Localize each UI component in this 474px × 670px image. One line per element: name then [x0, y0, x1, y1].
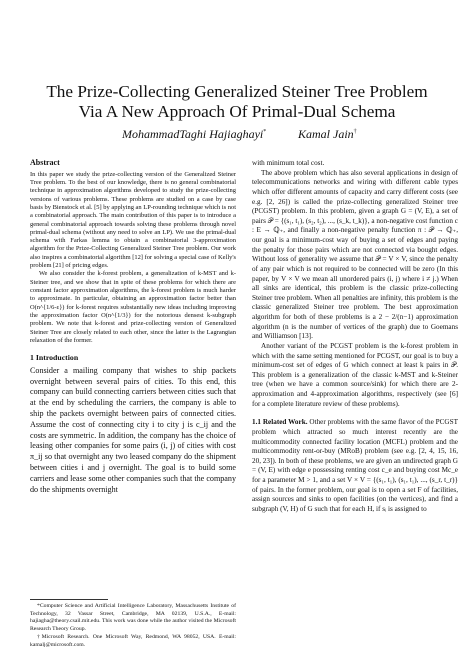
section-1-heading: 1 Introduction — [30, 353, 79, 363]
related-work-text: Other problems with the same flavor of the PCGST problem which attracted so much interest recently are the multicommodity connected facility location (MCFL) problem and the multicommodity rent-or-buy (MRoB) problem (see e.g. [2, 4, 15, 16, 20, 23]). In both of these problems, we are given an undirected graph G = (V, E) with edge e possessing renting cost c_e and buying cost Mc_e for a parameter M > 1, and a set V × V = {(s₁, t₁), (s₁, t₁), ..., (s_r, t_r)} of pairs. In the former problem, our goal is to open a set F of facilities, assign sources and sinks to open facilities (on the vertices), and find a subgraph (V, H) of G such that for each H, if sᵢ is assigned to — [252, 418, 459, 513]
author-1 — [122, 127, 266, 142]
right-column-continuation: with minimum total cost. — [252, 159, 325, 167]
title-line-2: Via A New Approach Of Primal-Dual Schema — [78, 102, 396, 121]
author-2-name: Kamal Jain — [298, 127, 354, 141]
footnotes — [30, 599, 236, 650]
abstract-heading: Abstract — [30, 158, 60, 167]
right-column-paragraph-2: Another variant of the PCGST problem is the k-forest problem in which with the same setting mentioned for PCGST, our goal is to buy a minimum-cost set of edges of G which connect at least k pairs in 𝒫. This problem is a generalization of the classic k-MST and k-Steiner tree (when we have a common source/sink) for which there are 2-approximation and 4-approximation algorithms, respectively (see [6] for a complete literature review of these problems). — [252, 341, 458, 408]
abstract-paragraph-2: We also consider the k-forest problem, a generalization of k-MST and k-Steiner tree, and we show that in spite of these problems for which there are constant factor approximation algorithms, the k-forest problem is much harder to approximate. In particular, obtaining an approximation factor better than O(n^{1/6-ε}) for k-forest requires substantially new ideas including improving the approximation factor O(n^{1/3}) for the notorious densest k-subgraph problem. We note that k-forest and prize-collecting version of Generalized Steiner Tree are closely related to each other, since the latter is the Lagrangian relaxation of the former. — [30, 270, 236, 344]
left-column — [30, 158, 236, 495]
footnote-rule — [30, 599, 108, 600]
paper-title — [30, 82, 444, 122]
right-column — [252, 159, 458, 515]
introduction-paragraph: Consider a mailing company that wishes to ship packets overnight between several pairs of cities. To this end, this company can build connecting carriers between cities such that at the end by scheduling the carriers, the company is able to ship the packets overnight between pairs of connected cities. Assume the cost of connecting city i to city j is c_ij and the costs are symmetric. In addition, the company has the choice of leasing other companies for some pairs (i, j) of cities with cost π_ij so that overnight any two leased company do the shipment between cities i and j overnight. The goal is to build some carriers and lease some other companies such that the company do the shipments overnight — [30, 365, 236, 494]
author-1-name: MohammadTaghi Hajiaghayi — [122, 127, 264, 141]
introduction-body — [30, 366, 236, 496]
title-line-1: The Prize-Collecting Generalized Steiner Tree Problem — [46, 82, 428, 101]
author-2 — [298, 127, 357, 142]
related-work-paragraph — [252, 418, 458, 514]
footnote-1: *Computer Science and Artificial Intelligence Laboratory, Massachusetts Institute of Technology, 32 Vassar Street, Cambridge, MA 02139, U.S.A., E-mail: hajiagha@theory.csail.mit.edu. This work was done while the author visited the Microsoft Research Theory Group. — [30, 603, 236, 632]
footnote-2: †Microsoft Research. One Microsoft Way, Redmond, WA 98052, USA. E-mail: kamalj@microsoft.com. — [30, 634, 236, 648]
author-1-mark: * — [263, 129, 267, 135]
subsection-heading: 1.1 Related Work. — [252, 418, 308, 427]
abstract-body — [30, 171, 236, 346]
abstract-paragraph-1: In this paper we study the prize-collecting version of the Generalized Steiner Tree problem. To the best of our knowledge, there is no general combinatorial technique in approximation algorithms developed to study the prize-collecting versions of various problems. These problems are studied on a case by case basis by Bienstock et al. [5] by applying an LP-rounding technique which is not a combinatorial approach. The main contribution of this paper is to introduce a general combinatorial approach towards solving these problems through novel primal-dual schema (without any need to solve an LP). We use the primal-dual schema with Farkas lemma to obtain a combinatorial 3-approximation algorithm for the Prize-Collecting Generalized Steiner Tree problem. Our work also inspires a combinatorial algorithm [12] for solving a special case of Kelly's problem [21] of pricing edges. — [30, 170, 236, 270]
right-column-paragraph-1: The above problem which has also several applications in design of telecommunications networks and wiring with different cable types which offer different amounts of capacity and carry different costs (see e.g. [2, 26]) is called the prize-collecting generalized Steiner tree (PCGST) problem. In this problem, given a graph G = (V, E), a set of pairs 𝒫 = {(s₁, t₁), (s₂, t₂), ..., (s_k, t_k)}, a non-negative cost function c : E → ℚ₊, and finally a non-negative penalty function π : 𝒫 → ℚ₊, our goal is a minimum-cost way of buying a set of edges and paying the penalty for those pairs which are not connected via bought edges. Without loss of generality we assume that 𝒫 = V × V, since the penalty of any pair which is not required to be connected will be zero (In this paper, by V × V we mean all unordered pairs (i, j) where i ≠ j.) When all sinks are identical, this problem is the classic prize-collecting Steiner tree problem. When all penalties are infinity, this problem is the classic generalized Steiner tree problem. The best approximation algorithm for both of these problems is a 2 − 2/(n−1) approximation algorithm (n is the number of vertices of the graph) due to Goemans and Williamson [13]. — [252, 168, 458, 341]
author-2-mark: † — [353, 129, 357, 135]
